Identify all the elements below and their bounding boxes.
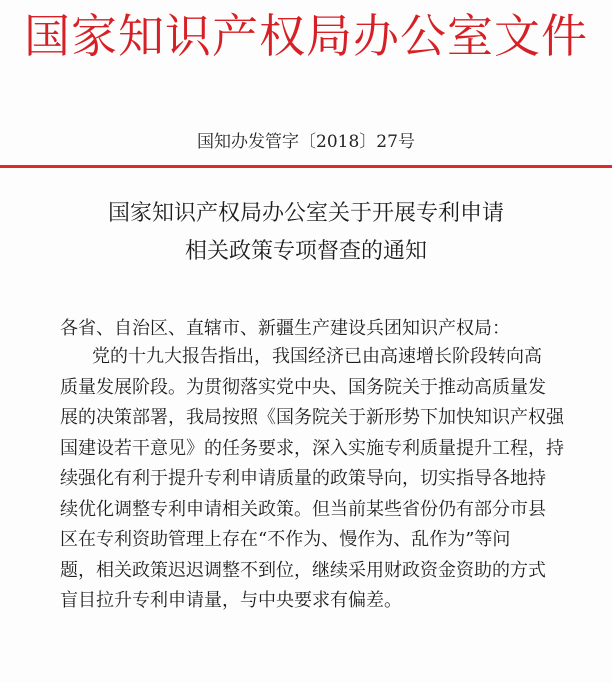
body-line: 展的决策部署，我局按照《国务院关于新形势下加快知识产权强	[60, 407, 564, 428]
body-line: 党的十九大报告指出，我国经济已由高速增长阶段转向高	[92, 346, 542, 367]
body-line: 题，相关政策迟迟调整不到位，继续采用财政资金资助的方式	[60, 559, 546, 581]
addressee-line: 各省、自治区、直辖市、新疆生产建设兵团知识产权局：	[60, 318, 510, 339]
notice-title-line-1: 国家知识产权局办公室关于开展专利申请	[107, 201, 504, 226]
body-line: 区在专利资助管理上存在“不作为、慢作为、乱作为”等问	[60, 529, 511, 550]
body-line: 续优化调整专利申请相关政策。但当前某些省份仍有部分市县	[60, 498, 546, 520]
body-line: 盲目拉升专利申请量，与中央要求有偏差。	[60, 590, 402, 611]
body-paragraph	[0, 342, 612, 617]
notice-title-line-2: 相关政策专项督查的通知	[184, 239, 427, 264]
document-header-title: 国家知识产权局办公室文件	[24, 9, 588, 63]
notice-title	[0, 195, 612, 271]
body-line: 质量发展阶段。为贯彻落实党中央、国务院关于推动高质量发	[60, 376, 546, 398]
red-divider-line	[0, 165, 612, 168]
document-number: 国知办发管字〔2018〕27号	[197, 132, 415, 152]
body-line: 国建设若干意见》的任务要求，深入实施专利质量提升工程，持	[60, 437, 564, 459]
body-line: 续强化有利于提升专利申请质量的政策导向，切实指导各地持	[60, 468, 546, 489]
